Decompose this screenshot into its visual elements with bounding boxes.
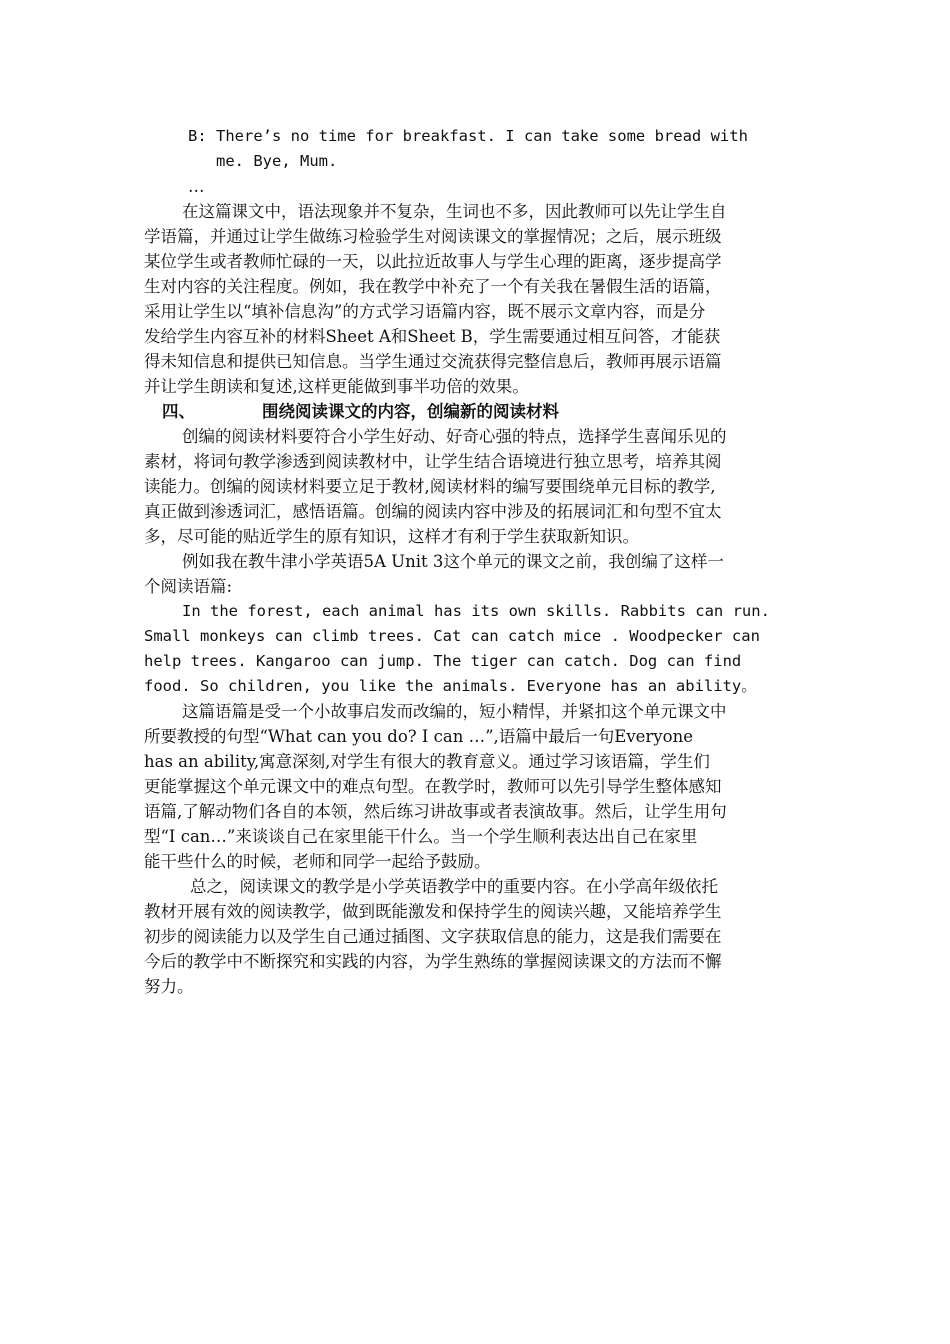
ellipsis: … bbox=[188, 177, 205, 196]
text-line: 个阅读语篇: bbox=[144, 577, 233, 596]
text-line: 并让学生朗读和复述,这样更能做到事半功倍的效果。 bbox=[144, 377, 529, 396]
text-line: 真正做到渗透词汇，感悟语篇。创编的阅读内容中涉及的拓展词汇和句型不宜太 bbox=[144, 502, 722, 521]
dialogue-excerpt bbox=[144, 124, 808, 199]
text-line: 语篇,了解动物们各自的本领，然后练习讲故事或者表演故事。然后，让学生用句 bbox=[144, 802, 727, 821]
text-line: 生对内容的关注程度。例如，我在教学中补充了一个有关我在暑假生活的语篇， bbox=[144, 277, 722, 296]
paragraph-2 bbox=[144, 424, 808, 549]
paragraph-3 bbox=[144, 549, 808, 599]
dialogue-line: B: There’s no time for breakfast. I can take some bread with bbox=[188, 127, 748, 145]
text-line: 得未知信息和提供已知信息。当学生通过交流获得完整信息后，教师再展示语篇 bbox=[144, 352, 722, 371]
text-line: 读能力。创编的阅读材料要立足于教材,阅读材料的编写要围绕单元目标的教学, bbox=[144, 477, 716, 496]
text-line: 型“I can…”来谈谈自己在家里能干什么。当一个学生顺利表达出自己在家里 bbox=[144, 827, 698, 846]
section-heading bbox=[144, 399, 808, 424]
text-line: 教材开展有效的阅读教学，做到既能激发和保持学生的阅读兴趣，又能培养学生 bbox=[144, 902, 722, 921]
text-line: 这篇语篇是受一个小故事启发而改编的，短小精悍，并紧扣这个单元课文中 bbox=[182, 702, 727, 721]
text-line: 某位学生或者教师忙碌的一天，以此拉近故事人与学生心理的距离，逐步提高学 bbox=[144, 252, 722, 271]
text-line: 学语篇，并通过让学生做练习检验学生对阅读课文的掌握情况；之后，展示班级 bbox=[144, 227, 722, 246]
text-line: 所要教授的句型“What can you do? I can …”,语篇中最后一句Everyone bbox=[144, 727, 693, 746]
paragraph-4 bbox=[144, 699, 808, 874]
text-line: 初步的阅读能力以及学生自己通过插图、文字获取信息的能力，这是我们需要在 bbox=[144, 927, 722, 946]
reading-passage bbox=[144, 599, 808, 699]
text-line: has an ability,寓意深刻,对学生有很大的教育意义。通过学习该语篇，学生们 bbox=[144, 752, 710, 771]
paragraph-5 bbox=[144, 874, 808, 999]
passage-line: In the forest, each animal has its own skills. Rabbits can run. bbox=[182, 602, 770, 620]
text-line: 能干些什么的时候，老师和同学一起给予鼓励。 bbox=[144, 852, 491, 871]
paragraph-1 bbox=[144, 199, 808, 399]
dialogue-line: me. Bye, Mum. bbox=[216, 152, 338, 170]
text-line: 努力。 bbox=[144, 977, 194, 996]
text-line: 今后的教学中不断探究和实践的内容，为学生熟练的掌握阅读课文的方法而不懈 bbox=[144, 952, 722, 971]
section-number: 四、 bbox=[162, 402, 195, 421]
text-line: 总之，阅读课文的教学是小学英语教学中的重要内容。在小学高年级依托 bbox=[190, 877, 718, 896]
passage-line: help trees. Kangaroo can jump. The tiger can catch. Dog can find bbox=[144, 652, 742, 670]
text-line: 例如我在教牛津小学英语5A Unit 3这个单元的课文之前，我创编了这样一 bbox=[182, 552, 724, 571]
passage-line: Small monkeys can climb trees. Cat can catch mice . Woodpecker can bbox=[144, 627, 760, 645]
text-line: 在这篇课文中，语法现象并不复杂，生词也不多，因此教师可以先让学生自 bbox=[182, 202, 727, 221]
text-line: 素材，将词句教学渗透到阅读教材中，让学生结合语境进行独立思考，培养其阅 bbox=[144, 452, 722, 471]
text-line: 发给学生内容互补的材料Sheet A和Sheet B，学生需要通过相互问答，才能获 bbox=[144, 327, 721, 346]
text-line: 更能掌握这个单元课文中的难点句型。在教学时，教师可以先引导学生整体感知 bbox=[144, 777, 722, 796]
text-line: 多，尽可能的贴近学生的原有知识，这样才有利于学生获取新知识。 bbox=[144, 527, 639, 546]
text-line: 创编的阅读材料要符合小学生好动、好奇心强的特点，选择学生喜闻乐见的 bbox=[182, 427, 727, 446]
text-line: 采用让学生以“填补信息沟”的方式学习语篇内容，既不展示文章内容，而是分 bbox=[144, 302, 706, 321]
passage-line: food. So children, you like the animals. Everyone has an ability。 bbox=[144, 677, 757, 695]
section-title: 围绕阅读课文的内容，创编新的阅读材料 bbox=[262, 402, 559, 421]
